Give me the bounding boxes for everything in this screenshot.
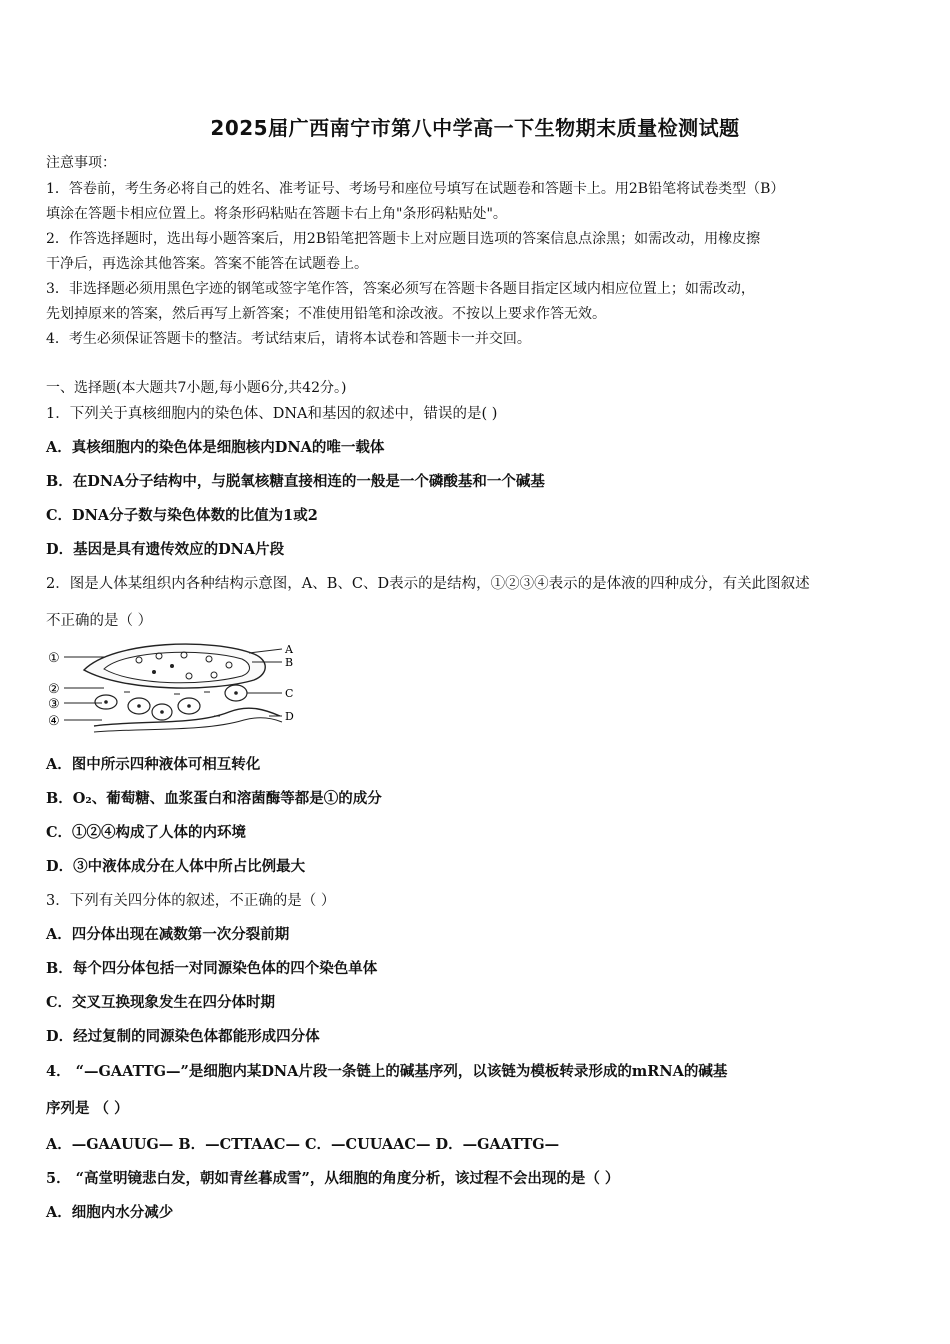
notice-line: 2．作答选择题时，选出每小题答案后，用2B铅笔把答题卡上对应题目选项的答案信息点涂黑；如需改动，用橡皮擦 (46, 231, 761, 247)
question-1-option-d: D．基因是具有遗传效应的DNA片段 (46, 541, 285, 558)
figure-label-c: C (285, 687, 294, 700)
figure-label-3: ③ (48, 697, 60, 712)
notice-line: 3．非选择题必须用黑色字迹的钢笔或签字笔作答，答案必须写在答题卡各题目指定区域内相应位置上；如需改动， (46, 281, 755, 297)
question-4-stem: 4． “—GAATTG—”是细胞内某DNA片段一条链上的碱基序列，以该链为模板转录形成的mRNA的碱基 (46, 1063, 728, 1080)
question-3-option-b: B．每个四分体包括一对同源染色体的四个染色单体 (46, 960, 378, 977)
question-2-option-d: D．③中液体成分在人体中所占比例最大 (46, 858, 306, 875)
section-heading: 一、选择题(本大题共7小题,每小题6分,共42分。) (46, 380, 347, 396)
question-4-stem-cont: 序列是 （ ） (46, 1100, 129, 1117)
question-3-option-d: D．经过复制的同源染色体都能形成四分体 (46, 1028, 320, 1045)
notice-heading: 注意事项： (46, 155, 116, 171)
figure-label-4: ④ (48, 714, 60, 729)
tissue-structure-diagram (44, 640, 304, 735)
question-1-option-a: A．真核细胞内的染色体是细胞核内DNA的唯一载体 (46, 439, 385, 456)
notice-line: 填涂在答题卡相应位置上。将条形码粘贴在答题卡右上角"条形码粘贴处"。 (46, 206, 507, 222)
question-3-option-a: A．四分体出现在减数第一次分裂前期 (46, 926, 290, 943)
figure-label-1: ① (48, 651, 60, 666)
cell-dot (152, 670, 156, 674)
figure-label-b: B (285, 656, 294, 669)
question-3-option-c: C．交叉互换现象发生在四分体时期 (46, 994, 276, 1011)
figure-label-2: ② (48, 682, 60, 697)
notice-line: 4．考生必须保证答题卡的整洁。考试结束后，请将本试卷和答题卡一并交回。 (46, 331, 531, 347)
question-2-option-a: A．图中所示四种液体可相互转化 (46, 756, 261, 773)
question-5-option-a: A．细胞内水分减少 (46, 1204, 174, 1221)
notice-line: 先划掉原来的答案，然后再写上新答案；不准使用铅笔和涂改液。不按以上要求作答无效。 (46, 306, 606, 322)
question-1-option-b: B．在DNA分子结构中，与脱氧核糖直接相连的一般是一个磷酸基和一个碱基 (46, 473, 545, 490)
notice-line: 干净后，再选涂其他答案。答案不能答在试题卷上。 (46, 256, 368, 272)
leader-line-a (249, 649, 282, 653)
page-title: 2025届广西南宁市第八中学高一下生物期末质量检测试题 (210, 116, 740, 140)
question-2-stem: 2．图是人体某组织内各种结构示意图，A、B、C、D表示的是结构，①②③④表示的是体液的四种成分，有关此图叙述 (46, 576, 810, 592)
figure-label-d: D (285, 710, 294, 723)
question-4-options: A．—GAAUUG— B．—CTTAAC— C．—CUUAAC— D．—GAATTG— (46, 1136, 560, 1153)
question-2-stem-cont: 不正确的是（ ） (46, 613, 153, 629)
question-1-option-c: C．DNA分子数与染色体数的比值为1或2 (46, 507, 318, 524)
question-2-option-b: B．O₂、葡萄糖、血浆蛋白和溶菌酶等都是①的成分 (46, 790, 382, 807)
notice-line: 1．答卷前，考生务必将自己的姓名、准考证号、考场号和座位号填写在试题卷和答题卡上。用2B铅笔将试卷类型（B） (46, 181, 785, 197)
question-2-option-c: C．①②④构成了人体的内环境 (46, 824, 247, 841)
question-1-stem: 1．下列关于真核细胞内的染色体、DNA和基因的叙述中，错误的是( ) (46, 406, 498, 422)
question-3-stem: 3．下列有关四分体的叙述，不正确的是（ ） (46, 893, 336, 909)
figure-label-a: A (285, 643, 293, 656)
lymph-vessel-wall (94, 708, 280, 726)
cell-dot (170, 664, 174, 668)
question-5-stem: 5． “高堂明镜悲白发，朝如青丝暮成雪”，从细胞的角度分析，该过程不会出现的是（ ） (46, 1170, 620, 1187)
